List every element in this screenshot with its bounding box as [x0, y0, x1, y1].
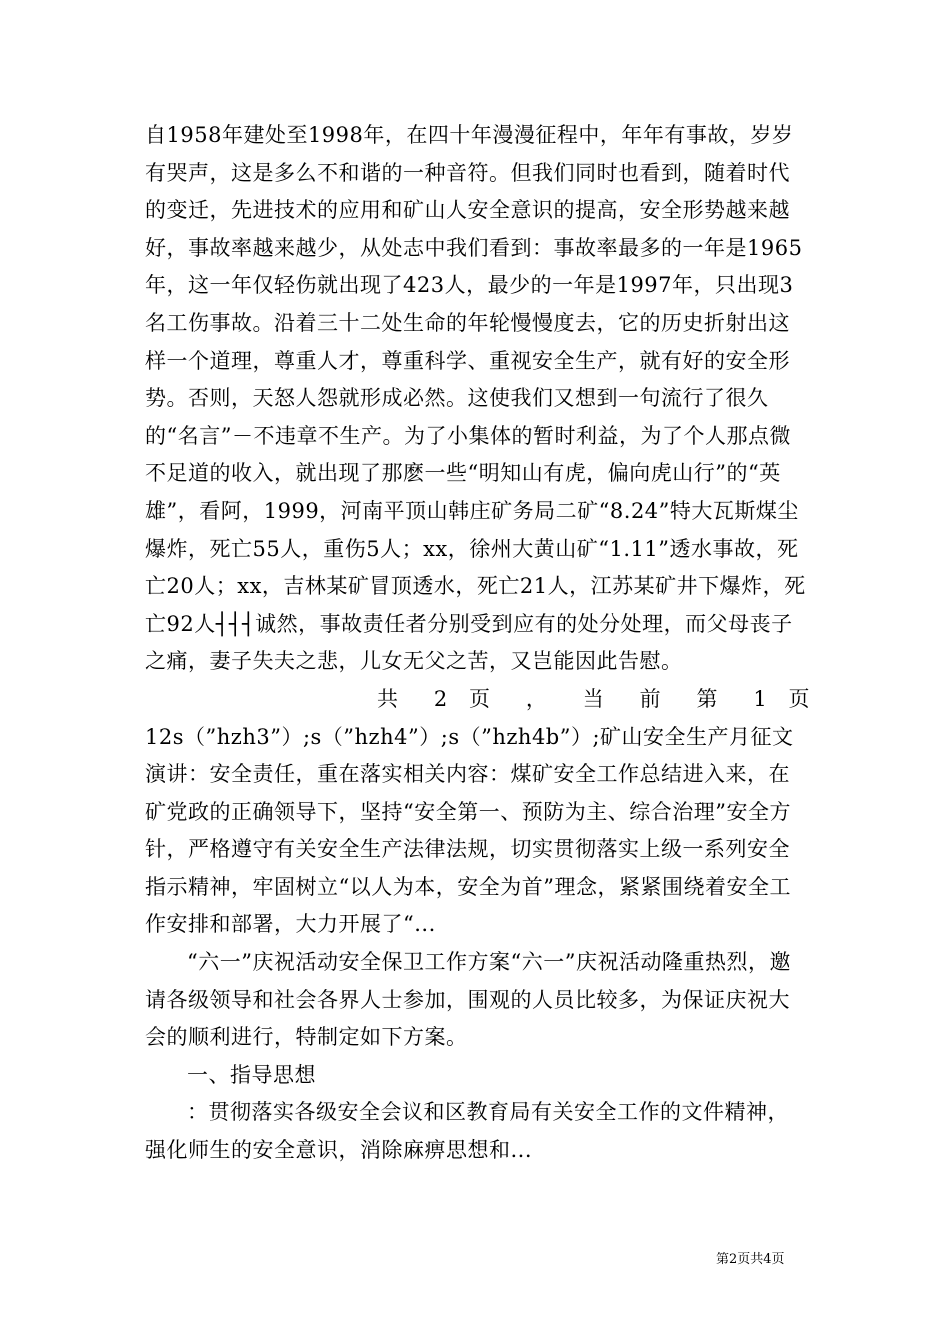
- document-body: [145, 117, 810, 1170]
- paragraph-related-content: 12s（”hzh3”）;s（”hzh4”）;s（”hzh4b”）;矿山安全生产月征文演讲：安全责任，重在落实相关内容：煤矿安全工作总结进入来，在矿党政的正确领导下，坚持“安全第一、预防为主、综合治理”安全方针，严格遵守有关安全生产法律法规，切实贯彻落实上级一系列安全指示精神，牢固树立“以人为本，安全为首”理念，紧紧围绕着安全工作安排和部署，大力开展了“...: [145, 724, 794, 937]
- page-count-line: 共 2 页 ， 当 前 第 1 页: [377, 686, 810, 711]
- paragraph-guiding-thought: ：贯彻落实各级安全会议和区教育局有关安全工作的文件精神，强化师生的安全意识，消除麻痹思想和...: [145, 1100, 789, 1163]
- paragraph-children-day-plan: “六一”庆祝活动安全保卫工作方案“六一”庆祝活动隆重热烈，邀请各级领导和社会各界人士参加，围观的人员比较多，为保证庆祝大会的顺利进行，特制定如下方案。: [145, 950, 791, 1050]
- section-heading-guiding-thought: 一、指导思想: [187, 1062, 316, 1087]
- paragraph-safety-history: 自1958年建处至1998年，在四十年漫漫征程中，年年有事故，岁岁有哭声，这是多么不和谐的一种音符。但我们同时也看到，随着时代的变迁，先进技术的应用和矿山人安全意识的提高，安全形势越来越好，事故率越来越少，从处志中我们看到：事故率最多的一年是1965年，这一年仅轻伤就出现了423人，最少的一年是1997年，只出现3名工伤事故。沿着三十二处生命的年轮慢慢度去，它的历史折射出这样一个道理，尊重人才，尊重科学、重视安全生产，就有好的安全形势。否则，天怒人怨就形成必然。这使我们又想到一句流行了很久的“名言”－不违章不生产。为了小集体的暂时利益，为了个人那点微不足道的收入，就出现了那麽一些“明知山有虎，偏向虎山行”的“英雄”，看阿，1999，河南平顶山韩庄矿务局二矿“8.24”特大瓦斯煤尘爆炸，死亡55人，重伤5人；xx，徐州大黄山矿“1.11”透水事故，死亡20人；xx，吉林某矿冒顶透水，死亡21人，江苏某矿井下爆炸，死亡92人┤┤┤诚然，事故责任者分别受到应有的处分处理，而父母丧子之痛，妻子失夫之悲，儿女无父之苦，又岂能因此告慰。: [145, 123, 806, 674]
- page-footer: 第2页共4页: [716, 1252, 785, 1267]
